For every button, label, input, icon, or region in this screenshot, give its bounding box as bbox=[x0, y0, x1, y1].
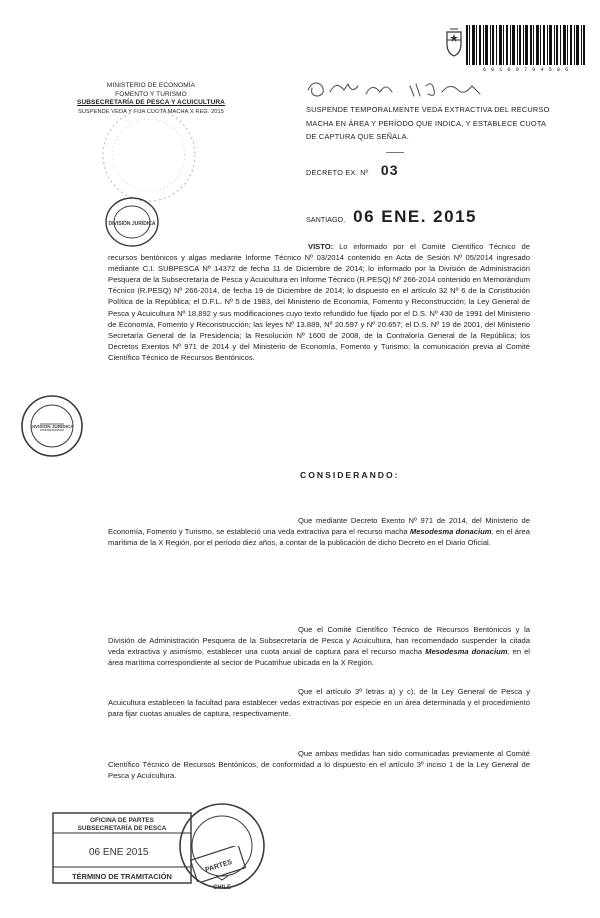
decree-number-line bbox=[306, 162, 399, 178]
oficina-footer: TÉRMINO DE TRAMITACIÓN bbox=[72, 872, 172, 881]
considerando-paragraph-1 bbox=[108, 515, 530, 548]
c2-text: Que el Comité Científico Técnico de Recursos Bentónicos y la División de Administración Pesquera de la Subsecretaría de Pesca y Acuicultura, han recomendado suspender la citada veda extractiva y asimismo, establecer una cuota anual de captura para el recurso macha bbox=[108, 625, 530, 657]
decree-date-line bbox=[306, 207, 477, 227]
oficina-line-2: SUBSECRETARÍA DE PESCA bbox=[77, 825, 167, 832]
considerando-paragraph-3: Que el artículo 3º letras a) y c), de la Ley General de Pesca y Acuicultura establecen la facultad para establecer vedas extractivas por especie en un área determinada y el procedimiento para fijar cuotas anuales de captura, respectivamente. bbox=[108, 687, 530, 719]
decree-title: SUSPENDE TEMPORALMENTE VEDA EXTRACTIVA DEL RECURSO MACHA EN ÁREA Y PERÍODO QUE INDICA, Y ESTABLECE CUOTA DE CAPTURA QUE SEÑALA. bbox=[306, 105, 550, 142]
partes-stamp bbox=[190, 846, 246, 882]
date-place: SANTIAGO, bbox=[306, 215, 346, 224]
seal-d-text: CHILE bbox=[213, 885, 231, 891]
barcode-number: 6 0 1 0 0 7 9 4 5 8 6 bbox=[482, 67, 570, 73]
date-stamp: 06 ENE. 2015 bbox=[353, 207, 477, 226]
considerando-paragraph-2 bbox=[108, 624, 530, 668]
seal-b-text: DIVISIÓN JURÍDICA bbox=[108, 221, 156, 227]
oficina-date: 06 ENE 2015 bbox=[89, 847, 149, 858]
barcode-image bbox=[466, 25, 586, 65]
visto-paragraph bbox=[108, 241, 530, 363]
ministry-line-4: SUSPENDE VEDA Y FIJA CUOTA MACHA X REG. 2015 bbox=[78, 108, 224, 115]
coat-of-arms-icon bbox=[444, 28, 464, 58]
ministry-line-2: FOMENTO Y TURISMO bbox=[115, 90, 187, 98]
side-seal bbox=[20, 394, 84, 458]
decree-separator bbox=[386, 152, 404, 153]
visto-label: VISTO: bbox=[308, 242, 334, 251]
ministry-line-3: SUBSECRETARÍA DE PESCA Y ACUICULTURA bbox=[77, 99, 225, 107]
division-juridica-seal bbox=[104, 196, 160, 248]
visto-text: Lo informado por el Comité Científico Técnico de recursos bentónicos y algas mediante Informe Técnico Nº 03/2014 contenido en Acta de Sesión Nº 05/2014 ingresado mediante C.I. SUBPESCA Nº 14372 de fecha 11 de Diciembre de 2014; lo informado por la División de Administración Pesquera de la Subsecretaría de Pesca y Acuicultura en Informe Técnico (R.PESQ) Nº 266-2014 contenido en Memorándum Técnico (R.PESQ) Nº 266-2014, de fecha 19 de Diciembre de 2014; lo dispuesto en el artículo 32 Nº 6 de la Constitución Política de la República; el D.F.L. Nº 5 de 1983, del Ministerio de Economía, Fomento y Reconstrucción; la Ley General de Pesca y Acuicultura Nº 18.892 y sus modificaciones cuyo texto refundido fue fijado por el D.S. Nº 430 de 1991 del Ministerio de Economía, Fomento y Reconstrucción; las leyes Nº 13.889, Nº 20.597 y Nº 20.657; el D.S. Nº 19 de 2001, del Ministerio Secretaría General de la Presidencia; la Resolución Nº 1600 de 2008, de la Contraloría General de la República; los Decretos Exentos Nº 971 de 2014 y del Ministerio de Economía, Fomento y Turismo; la comunicación previa al Comité Científico Técnico de Recursos Bentónicos. bbox=[108, 242, 530, 362]
c1-text: Que mediante Decreto Exento Nº 971 de 2014, del Ministerio de Economía, Fomento y Turismo, se estableció una veda extractiva para el recurso macha bbox=[108, 516, 530, 537]
seal-c-text: DIVISIÓN JURÍDICA bbox=[30, 424, 74, 429]
oficina-line-1: OFICINA DE PARTES bbox=[90, 817, 154, 824]
oficina-partes-stamp bbox=[51, 811, 193, 885]
decree-label: DECRETO EX. Nº bbox=[306, 168, 369, 177]
faded-seal-top bbox=[98, 104, 200, 206]
c1-text-end: , en el área marítima de la X Región, por el período diez años, a contar de la publicación de dicho Decreto en el Diario Oficial. bbox=[108, 527, 530, 548]
considerando-heading: CONSIDERANDO: bbox=[300, 470, 400, 480]
c2-text-end: , en el área marítima correspondiente al sector de Pucatrihue ubicada en la X Región. bbox=[108, 647, 530, 668]
handwritten-annotation bbox=[300, 72, 490, 104]
c2-species: Mesodesma donacium bbox=[425, 647, 508, 657]
partes-text: PARTES bbox=[204, 858, 234, 875]
ministry-line-1: MINISTERIO DE ECONOMÍA bbox=[106, 82, 196, 89]
c1-species: Mesodesma donacium bbox=[409, 527, 492, 537]
considerando-paragraph-4: Que ambas medidas han sido comunicadas previamente al Comité Científico Técnico de Recursos Bentónicos, de conformidad a lo dispuesto en el artículo 3º inciso 1 de la Ley General de Pesca y Acuicultura. bbox=[108, 749, 530, 781]
decree-number: 03 bbox=[380, 162, 399, 178]
